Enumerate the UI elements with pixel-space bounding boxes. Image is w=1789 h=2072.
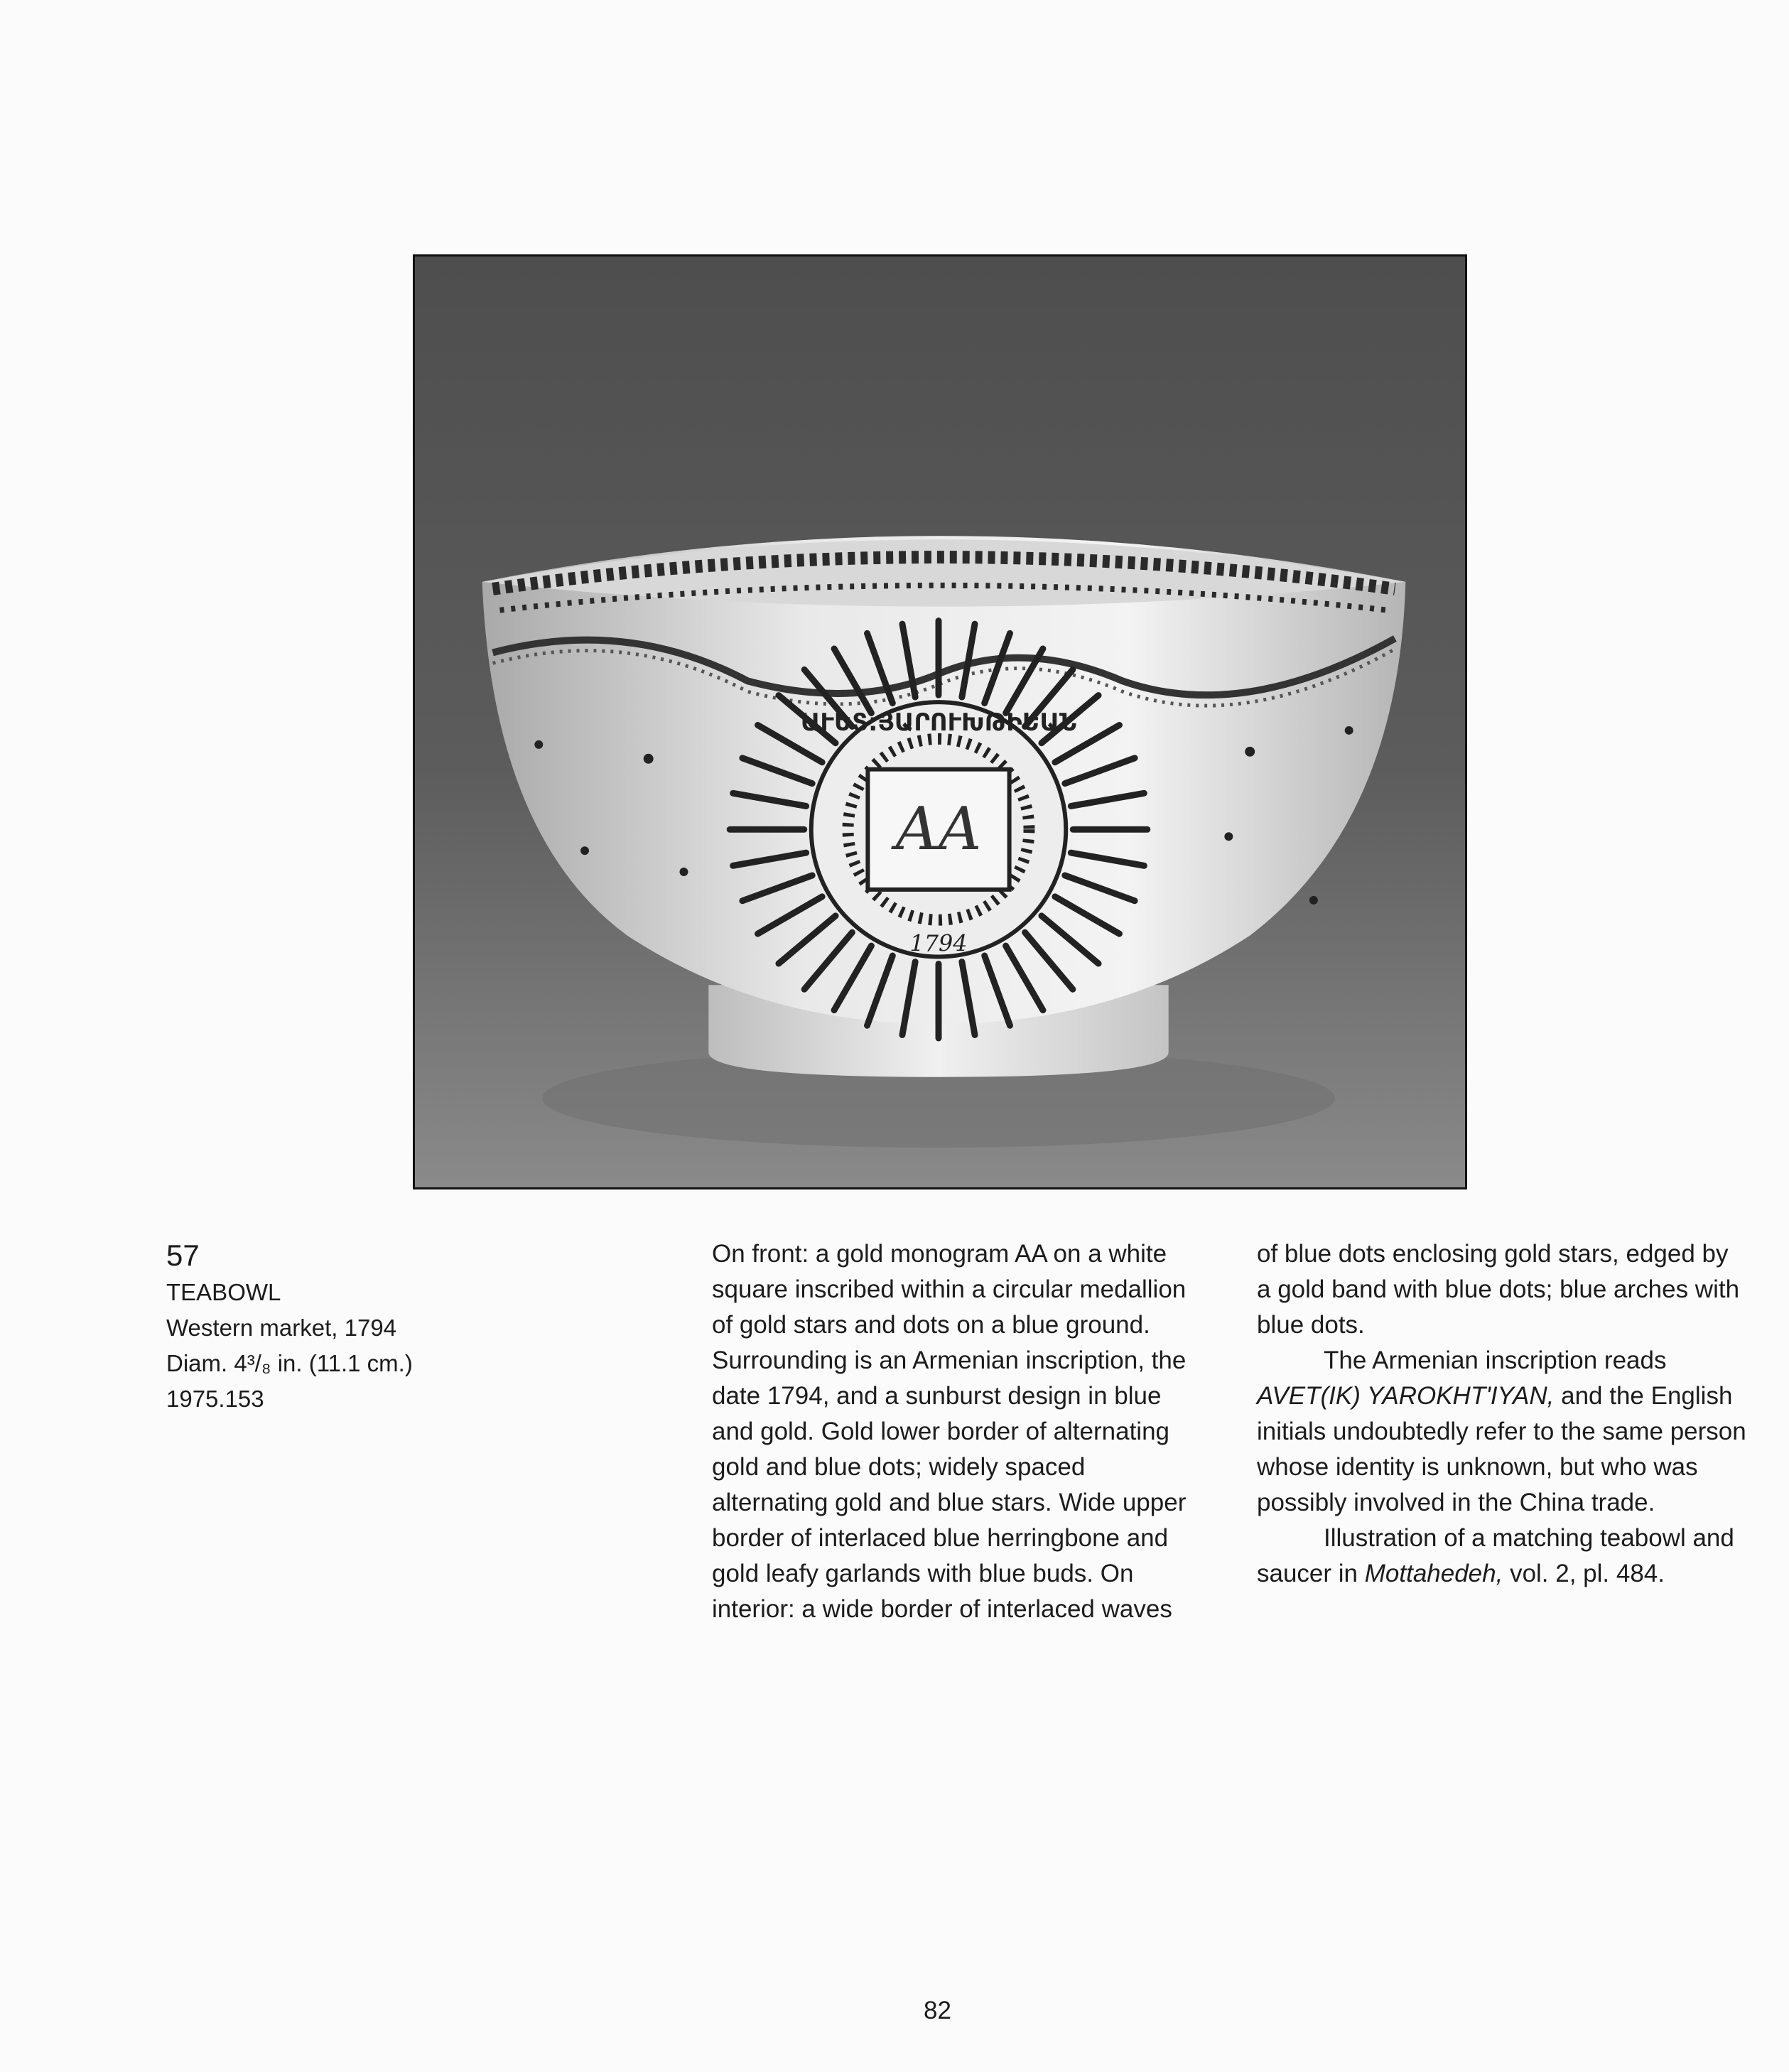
catalog-title: TEABOWL bbox=[166, 1279, 281, 1305]
date-inscription: 1794 bbox=[909, 929, 968, 957]
description-paragraph: On front: a gold monogram AA on a white square inscribed within a circular medallion of gold stars and dots on a blue ground. Surrounding is an Armenian inscription, the date 1794, and a sunburst design in blue and gold. Gold lower border of alternating gold and blue dots; widely spaced alternating gold and blue stars. Wide upper border of interlaced blue herringbone and gold leafy garlands with blue buds. On interior: a wide border of interlaced waves bbox=[712, 1240, 1187, 1623]
catalog-entry bbox=[166, 1236, 413, 1417]
description-column-2 bbox=[1257, 1236, 1747, 1592]
text-span: and the English initials undoubtedly refer to the same person whose identity is unknown, but who was possibly involved in the China trade. bbox=[1257, 1382, 1746, 1516]
teabowl-photograph bbox=[413, 254, 1467, 1189]
monogram: AA bbox=[895, 794, 982, 864]
teabowl-image bbox=[415, 257, 1465, 1187]
description-paragraph: of blue dots enclosing gold stars, edged by a gold band with blue dots; blue arches with blue dots. bbox=[1257, 1240, 1740, 1339]
inscription-name: AVET(IK) YAROKHT'IYAN, bbox=[1257, 1382, 1555, 1410]
armenian-inscription: ԱՒԵՏ:ՅԱՐՈՒԽԹԻԵԱՆ bbox=[800, 708, 1077, 736]
catalog-number: 57 bbox=[166, 1239, 200, 1272]
text-span: Illustration of a matching teabowl and saucer in bbox=[1257, 1524, 1734, 1587]
catalog-accession: 1975.153 bbox=[166, 1386, 264, 1412]
page-number: 82 bbox=[924, 1997, 951, 2024]
reference-paragraph bbox=[1257, 1521, 1747, 1592]
reference-title: Mottahedeh, bbox=[1364, 1560, 1503, 1587]
catalog-dimensions: Diam. 4³/₈ in. (11.1 cm.) bbox=[166, 1350, 413, 1376]
description-column-1 bbox=[712, 1236, 1195, 1627]
text-span: The Armenian inscription reads bbox=[1324, 1347, 1667, 1374]
catalog-origin: Western market, 1794 bbox=[166, 1315, 397, 1341]
inscription-paragraph bbox=[1257, 1343, 1747, 1521]
text-span: vol. 2, pl. 484. bbox=[1503, 1560, 1665, 1587]
